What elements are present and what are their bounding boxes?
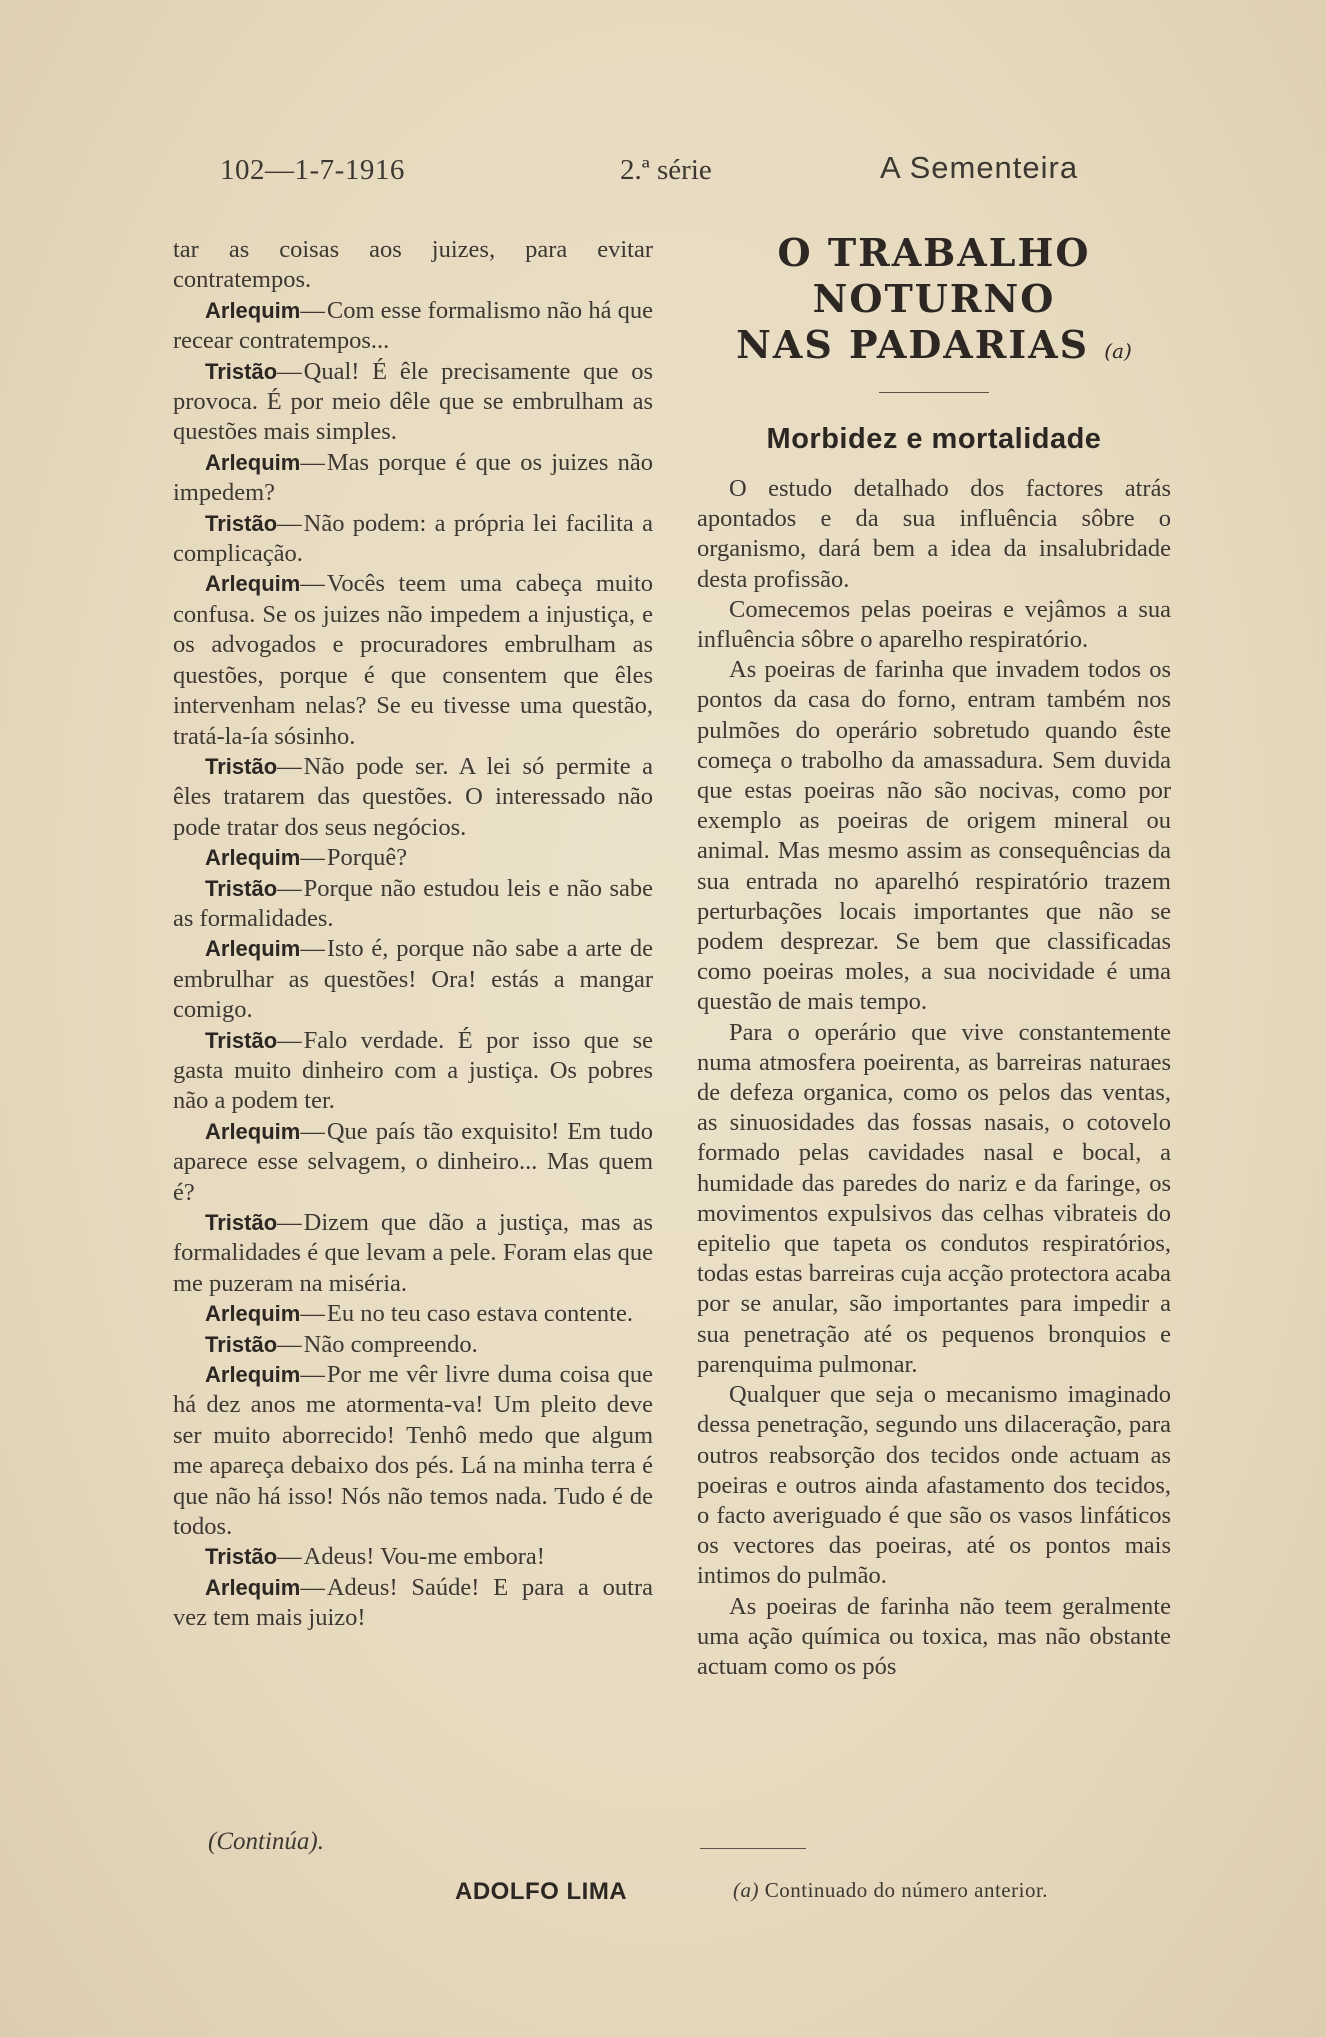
speaker-name: Tristão <box>205 1544 278 1570</box>
speaker-name: Tristão <box>205 1027 278 1053</box>
dialogue-line <box>173 934 653 1025</box>
footnote-text: Continuado do número anterior. <box>764 1878 1049 1902</box>
continued-note: (Continúa). <box>208 1828 324 1855</box>
dialogue-line <box>173 1573 653 1634</box>
dialogue-text: Vocês teem uma cabeça muito confusa. Se os juizes não impedem a injustiça, e os advogados e procuradores embrulham as questões, porque é que consentem que êles intervenham nelas? Se eu tivesse uma questão, tratá-la-ía sósinho. <box>173 570 653 750</box>
speaker-dash: — <box>300 1361 325 1389</box>
dialogue-line <box>173 1330 653 1360</box>
speaker-name: Tristão <box>205 358 278 384</box>
speaker-dash: — <box>300 1117 325 1145</box>
article-paragraph: As poeiras de farinha não teem geralmente uma ação química ou toxica, mas não obstante actuam como os pós <box>697 1592 1171 1680</box>
speaker-dash: — <box>300 844 325 872</box>
dialogue-line <box>173 752 653 843</box>
dialogue-line <box>173 448 653 509</box>
speaker-dash: — <box>277 752 302 780</box>
author-name: ADOLFO LIMA <box>455 1878 628 1905</box>
speaker-dash: — <box>277 357 302 385</box>
dialogue-line <box>173 509 653 570</box>
article-subtitle: Morbidez e mortalidade <box>766 423 1102 455</box>
speaker-name: Arlequim <box>205 1574 301 1600</box>
speaker-name: Tristão <box>205 1331 278 1357</box>
speaker-dash: — <box>300 570 325 598</box>
article-paragraph: Qualquer que seja o mecanismo imaginado dessa penetração, segundo uns dilaceração, para outros reabsorção dos tecidos onde actuam as poeiras e outros ainda afastamento dos tecidos, o facto averiguado é que são os vasos linfáticos os vectores das poeiras, até os pontos mais intimos do pulmão. <box>697 1381 1171 1590</box>
speaker-dash: — <box>277 1543 302 1571</box>
dialogue-text: Porquê? <box>326 844 408 872</box>
speaker-name: Arlequim <box>205 1362 301 1388</box>
dialogue-line <box>173 1208 653 1299</box>
speaker-dash: — <box>300 1573 325 1601</box>
speaker-name: Tristão <box>205 510 278 536</box>
dialogue-text: Dizem que dão a justiça, mas as formalidades é que levam a pele. Foram elas que me puzeram na miséria. <box>173 1209 653 1297</box>
speaker-name: Tristão <box>205 753 278 779</box>
dialogue-text: Qual! É êle precisamente que os provoca. É por meio dêle que se embrulham as questões mais simples. <box>173 357 653 446</box>
dialogue-line <box>173 843 653 873</box>
journal-name: A Sementeira <box>880 150 1079 185</box>
title-divider <box>879 392 989 393</box>
dialogue-line <box>173 569 653 751</box>
dialogue-text: Não podem: a própria lei facilita a complicação. <box>173 509 653 568</box>
dialogue-text: Que país tão exquisito! Em tudo aparece esse selvagem, o dinheiro... Mas quem é? <box>173 1117 653 1206</box>
issue-serie: 2.ª série <box>620 154 712 186</box>
dialogue-text: Eu no teu caso estava contente. <box>326 1300 633 1328</box>
dialogue-text: Adeus! Saúde! E para a outra vez tem mais juizo! <box>173 1573 653 1632</box>
speaker-name: Tristão <box>205 1210 278 1235</box>
speaker-name: Arlequim <box>205 1118 301 1144</box>
dialogue-line <box>173 1360 653 1542</box>
speaker-name: Arlequim <box>205 845 301 871</box>
dialogue-line <box>173 1117 653 1208</box>
dialogue-line <box>173 1026 653 1117</box>
article-title <box>697 230 1171 374</box>
dialogue-text: Com esse formalismo não há que recear contratempos... <box>173 296 653 355</box>
speaker-name: Tristão <box>205 875 278 901</box>
speaker-dash: — <box>277 509 302 537</box>
article-title-note: (a) <box>1104 339 1132 363</box>
article-paragraph: Para o operário que vive constantemente numa atmosfera poeirenta, as barreiras naturaes de defeza organica, como os pelos das ventas, as sinuosidades das fossas nasais, o cotovelo formado pelas cavidades nasal e bocal, a humidade das paredes do nariz e da faringe, os movimentos expulsivos das celhas vibrateis do epitelio que tapeta os condutos respiratórios, todas estas barreiras cuja acção protectora acaba por se anular, são importantes para impedir a sua penetração até os pequenos bronquios e parenquima pulmonar. <box>697 1018 1171 1378</box>
dialogue-line <box>173 235 653 296</box>
right-column-article <box>697 230 1171 1682</box>
dialogue-text: Porque não estudou leis e não sabe as formalidades. <box>173 874 653 932</box>
speaker-dash: — <box>300 935 325 963</box>
speaker-dash: — <box>277 1026 302 1054</box>
article-title-line2: NAS PADARIAS <box>736 322 1090 367</box>
dialogue-text: tar as coisas aos juizes, para evitar contratempos. <box>173 236 653 294</box>
speaker-dash: — <box>277 1330 302 1358</box>
dialogue-text: Falo verdade. É por isso que se gasta muito dinheiro com a justiça. Os pobres não a podem ter. <box>173 1026 653 1115</box>
footnote-divider <box>700 1848 806 1849</box>
article-paragraph: Comecemos pelas poeiras e vejâmos a sua influência sôbre o aparelho respiratório. <box>697 595 1171 654</box>
page-header <box>175 150 1125 190</box>
dialogue-line <box>173 296 653 357</box>
speaker-name: Arlequim <box>205 936 301 962</box>
speaker-dash: — <box>277 874 302 902</box>
dialogue-line <box>173 1542 653 1572</box>
dialogue-text: Mas porque é que os juizes não impedem? <box>173 448 653 507</box>
dialogue-text: Não compreendo. <box>303 1330 478 1358</box>
speaker-name: Arlequim <box>205 449 301 475</box>
speaker-name: Arlequim <box>205 297 301 323</box>
speaker-dash: — <box>300 296 325 324</box>
issue-date: 102—1-7-1916 <box>220 154 405 186</box>
speaker-dash: — <box>300 1300 325 1328</box>
speaker-name: Arlequim <box>205 571 301 597</box>
dialogue-text: Adeus! Vou-me embora! <box>303 1543 545 1571</box>
dialogue-text: Por me vêr livre duma coisa que há dez anos me atormenta-va! Um pleito deve ser muito aborrecido! Tenhô medo que algum me apareça debaixo dos pés. Lá na minha terra é que não há isso! Nós não temos nada. Tudo é de todos. <box>173 1361 653 1541</box>
dialogue-line <box>173 1299 653 1329</box>
article-body <box>697 474 1171 1682</box>
article-title-line1: O TRABALHO NOTURNO <box>777 230 1091 321</box>
footnote <box>733 1878 1048 1903</box>
dialogue-line <box>173 874 653 935</box>
footnote-mark: (a) <box>733 1878 759 1902</box>
speaker-dash: — <box>277 1209 302 1236</box>
dialogue-line <box>173 357 653 448</box>
dialogue-text: Isto é, porque não sabe a arte de embrulhar as questões! Ora! estás a mangar comigo. <box>173 935 653 1024</box>
article-paragraph: O estudo detalhado dos factores atrás apontados e da sua influência sôbre o organismo, dará bem a idea da insalubridade desta profissão. <box>697 475 1171 593</box>
left-column-dialogue <box>173 235 653 1634</box>
speaker-dash: — <box>300 448 325 476</box>
speaker-name: Arlequim <box>205 1301 301 1327</box>
article-paragraph: As poeiras de farinha que invadem todos os pontos da casa do forno, entram também nos pulmões do operário sobretudo quando êste começa o trabolho da amassadura. Sem duvida que estas poeiras não são nocivas, como por exemplo as poeiras de origem mineral ou animal. Mas mesmo assim as consequências da sua entrada no aparelhó respiratório trazem perturbações locais importantes que não se podem desprezar. Se bem que classificadas como poeiras moles, a sua nocividade é uma questão de mais tempo. <box>697 656 1171 1016</box>
dialogue-text: Não pode ser. A lei só permite a êles tratarem das questões. O interessado não pode tratar dos seus negócios. <box>173 752 653 841</box>
